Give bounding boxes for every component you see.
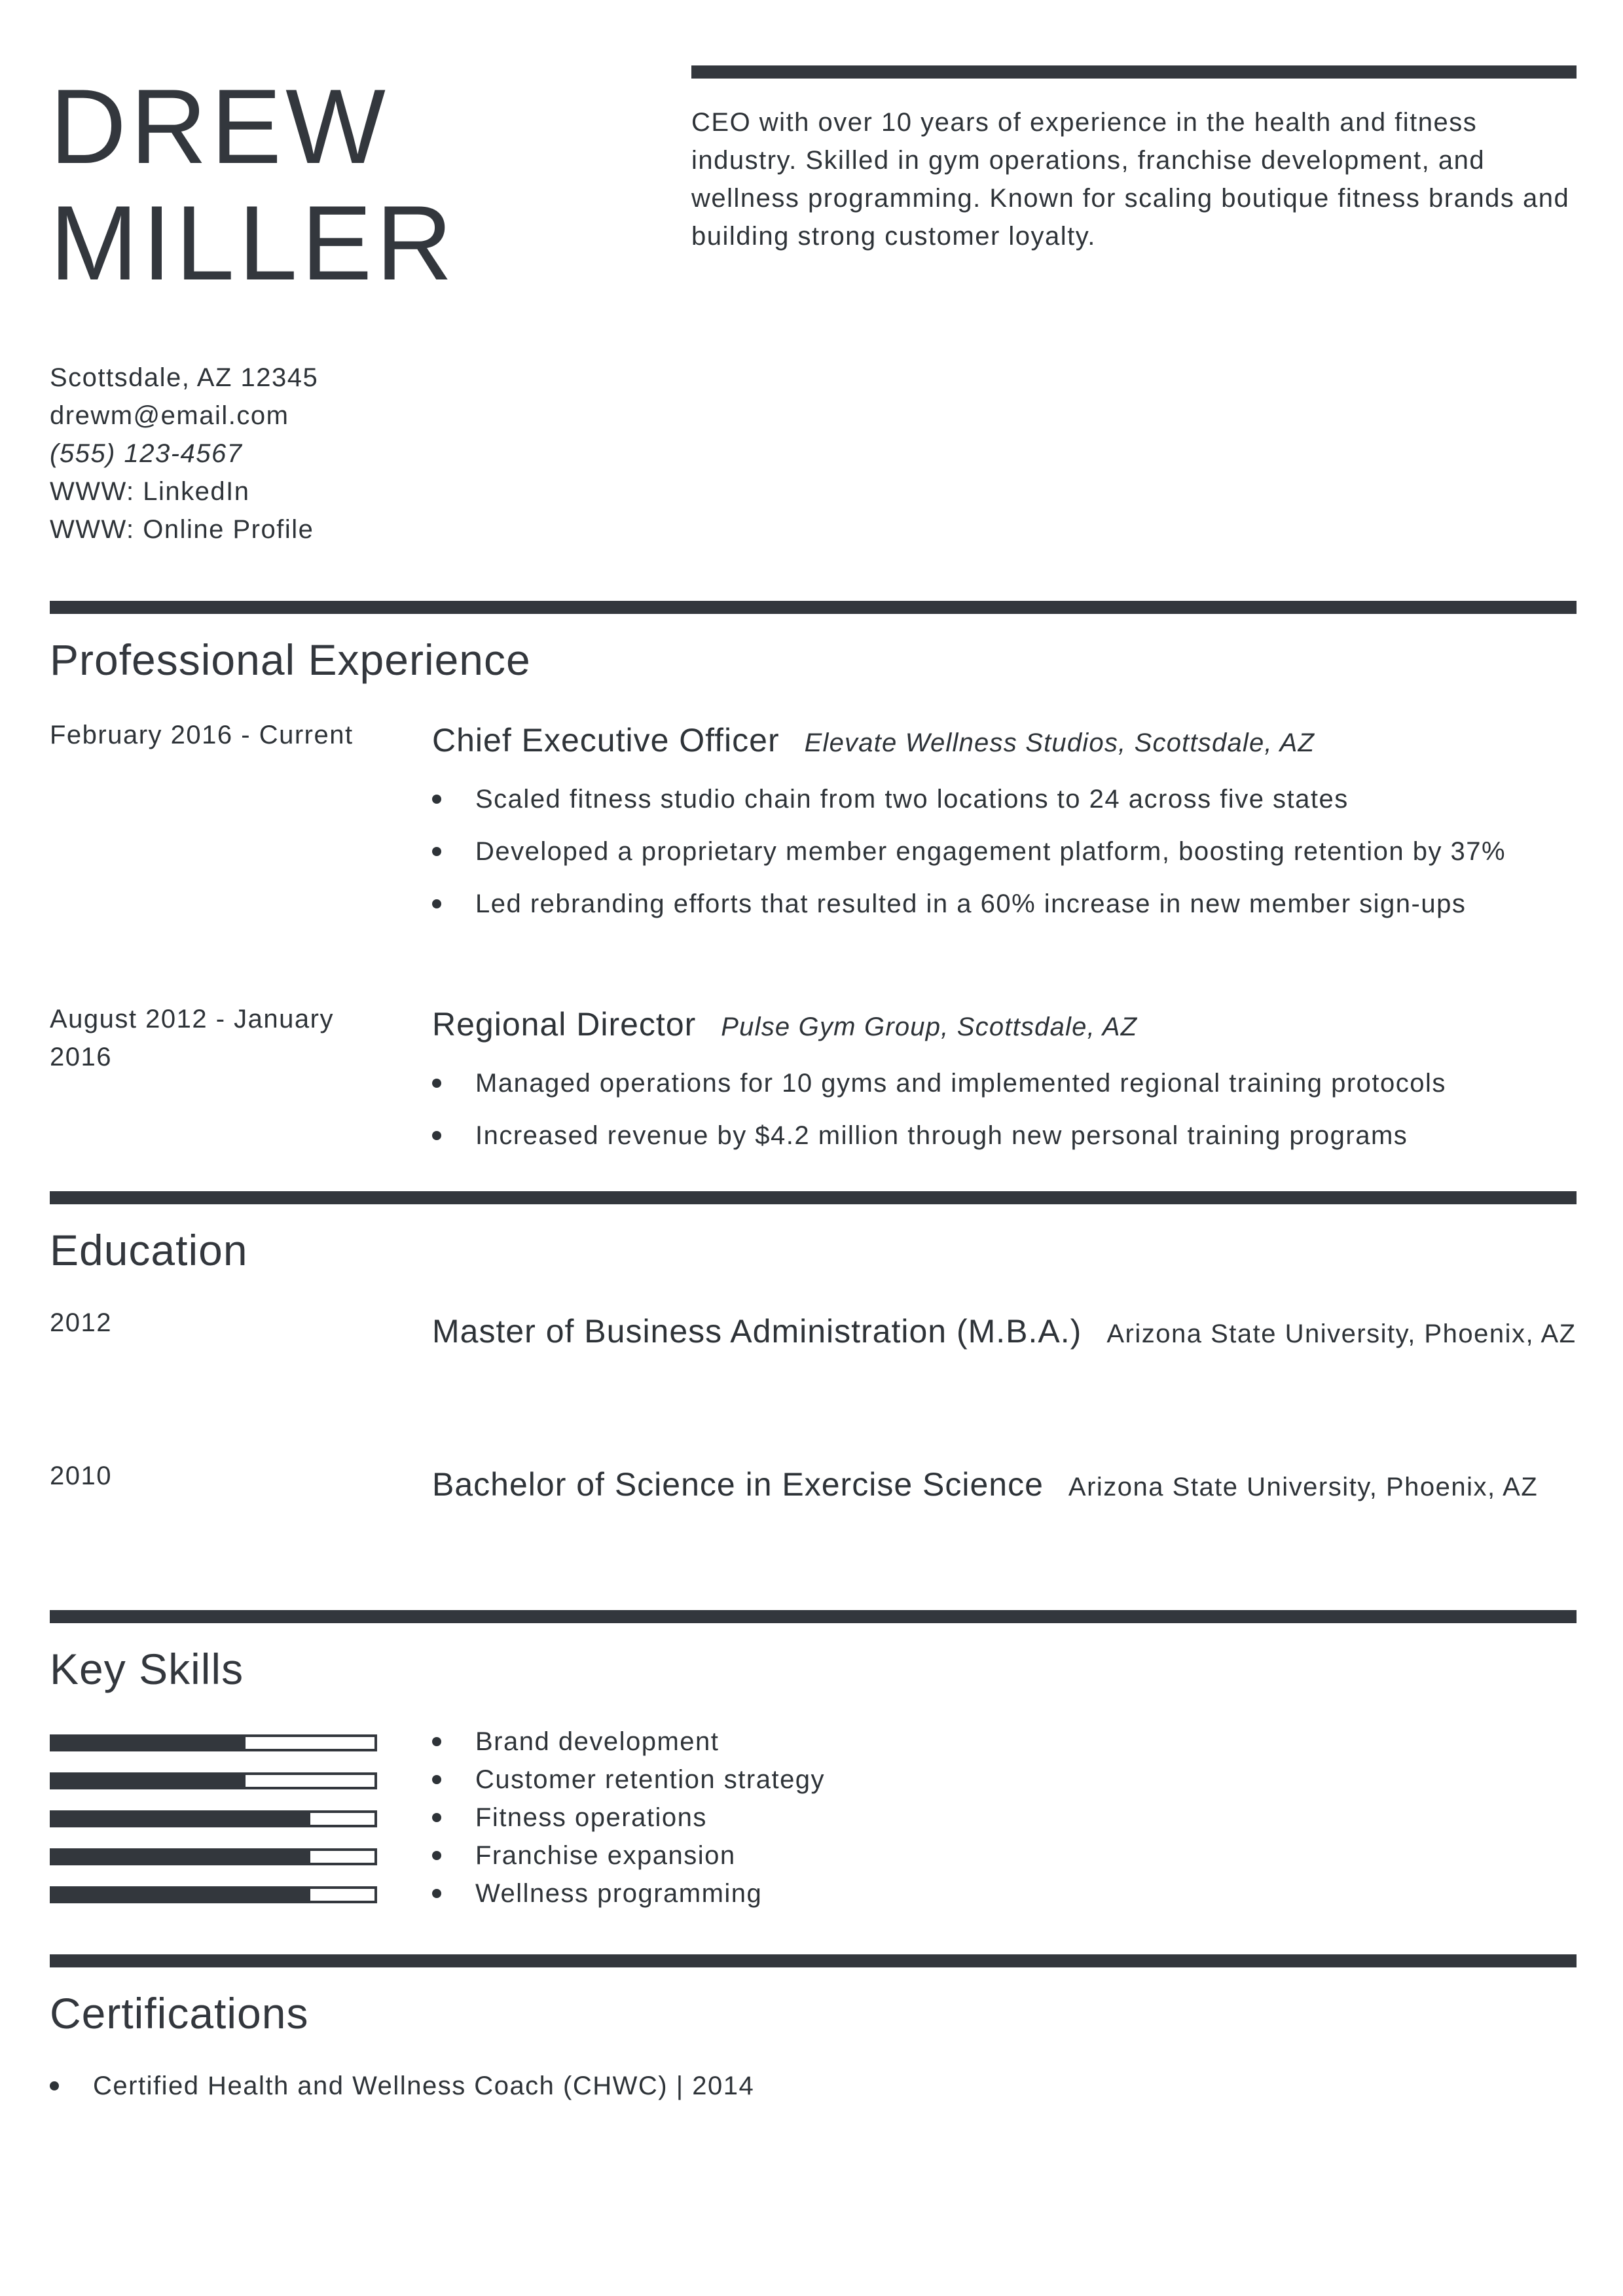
degree: Master of Business Administration (M.B.A.)	[432, 1313, 1082, 1350]
contact-info	[50, 359, 318, 548]
list-item: Franchise expansion	[432, 1837, 825, 1874]
skill-meter	[50, 1810, 377, 1827]
list-item: Brand development	[432, 1723, 825, 1761]
school: Arizona State University, Phoenix, AZ	[1068, 1473, 1539, 1501]
skill-meter-fill	[52, 1851, 310, 1863]
candidate-name	[50, 69, 456, 302]
job-dates: August 2012 - January 2016	[50, 1005, 334, 1071]
job-company: Pulse Gym Group, Scottsdale, AZ	[721, 1013, 1138, 1041]
job-role: Chief Executive Officer	[432, 722, 780, 759]
list-item: Customer retention strategy	[432, 1761, 825, 1799]
list-item: Led rebranding efforts that resulted in a 60% increase in new member sign-ups	[432, 885, 1584, 923]
last-name: MILLER	[50, 184, 457, 302]
job-bullets	[432, 1064, 1584, 1155]
job-company: Elevate Wellness Studios, Scottsdale, AZ	[804, 728, 1315, 757]
list-item: Increased revenue by $4.2 million through new personal training programs	[432, 1117, 1584, 1155]
job-entry	[432, 717, 1584, 923]
list-item: Scaled fitness studio chain from two locations to 24 across five states	[432, 780, 1584, 818]
section-title-skills: Key Skills	[50, 1645, 244, 1693]
linkedin-link[interactable]: WWW: LinkedIn	[50, 477, 250, 506]
certifications-list	[50, 2067, 754, 2105]
job-heading	[432, 1001, 1584, 1050]
job-entry	[432, 1001, 1584, 1155]
section-title-education: Education	[50, 1226, 248, 1274]
degree: Bachelor of Science in Exercise Science	[432, 1466, 1044, 1503]
skill-meter-fill	[52, 1889, 310, 1901]
skill-meter	[50, 1886, 377, 1903]
job-dates: February 2016 - Current	[50, 721, 354, 749]
section-rule	[50, 601, 1577, 614]
section-title-experience: Professional Experience	[50, 636, 531, 684]
section-title-certifications: Certifications	[50, 1989, 309, 2037]
skill-meter-fill	[52, 1737, 246, 1749]
skills-list	[432, 1723, 825, 1912]
job-heading	[432, 717, 1584, 766]
skill-meter-fill	[52, 1775, 246, 1787]
job-bullets	[432, 780, 1584, 923]
section-rule	[50, 1610, 1577, 1623]
education-entry	[432, 1461, 1584, 1511]
education-year: 2010	[50, 1462, 112, 1490]
list-item: Certified Health and Wellness Coach (CHWC) | 2014	[50, 2067, 754, 2105]
address: Scottsdale, AZ 12345	[50, 363, 319, 392]
list-item: Wellness programming	[432, 1874, 825, 1912]
list-item: Managed operations for 10 gyms and implemented regional training protocols	[432, 1064, 1584, 1102]
section-rule	[50, 1191, 1577, 1204]
list-item: Developed a proprietary member engagement platform, boosting retention by 37%	[432, 833, 1584, 870]
online-profile-link[interactable]: WWW: Online Profile	[50, 515, 314, 544]
skill-meter-fill	[52, 1813, 310, 1825]
skill-meter	[50, 1848, 377, 1865]
section-rule	[50, 1954, 1577, 1967]
first-name: DREW	[50, 67, 390, 186]
header-rule	[691, 65, 1577, 79]
email: drewm@email.com	[50, 401, 289, 430]
skill-meter	[50, 1772, 377, 1789]
school: Arizona State University, Phoenix, AZ	[1106, 1319, 1577, 1348]
education-entry	[432, 1308, 1584, 1357]
list-item: Fitness operations	[432, 1799, 825, 1837]
job-role: Regional Director	[432, 1006, 697, 1043]
education-year: 2012	[50, 1308, 112, 1337]
professional-summary: CEO with over 10 years of experience in the health and fitness industry. Skilled in gym operations, franchise development, and wellness programming. Known for scaling boutique fitness brands and building strong customer loyalty.	[691, 108, 1570, 251]
skill-meter	[50, 1734, 377, 1751]
phone: (555) 123-4567	[50, 439, 243, 468]
